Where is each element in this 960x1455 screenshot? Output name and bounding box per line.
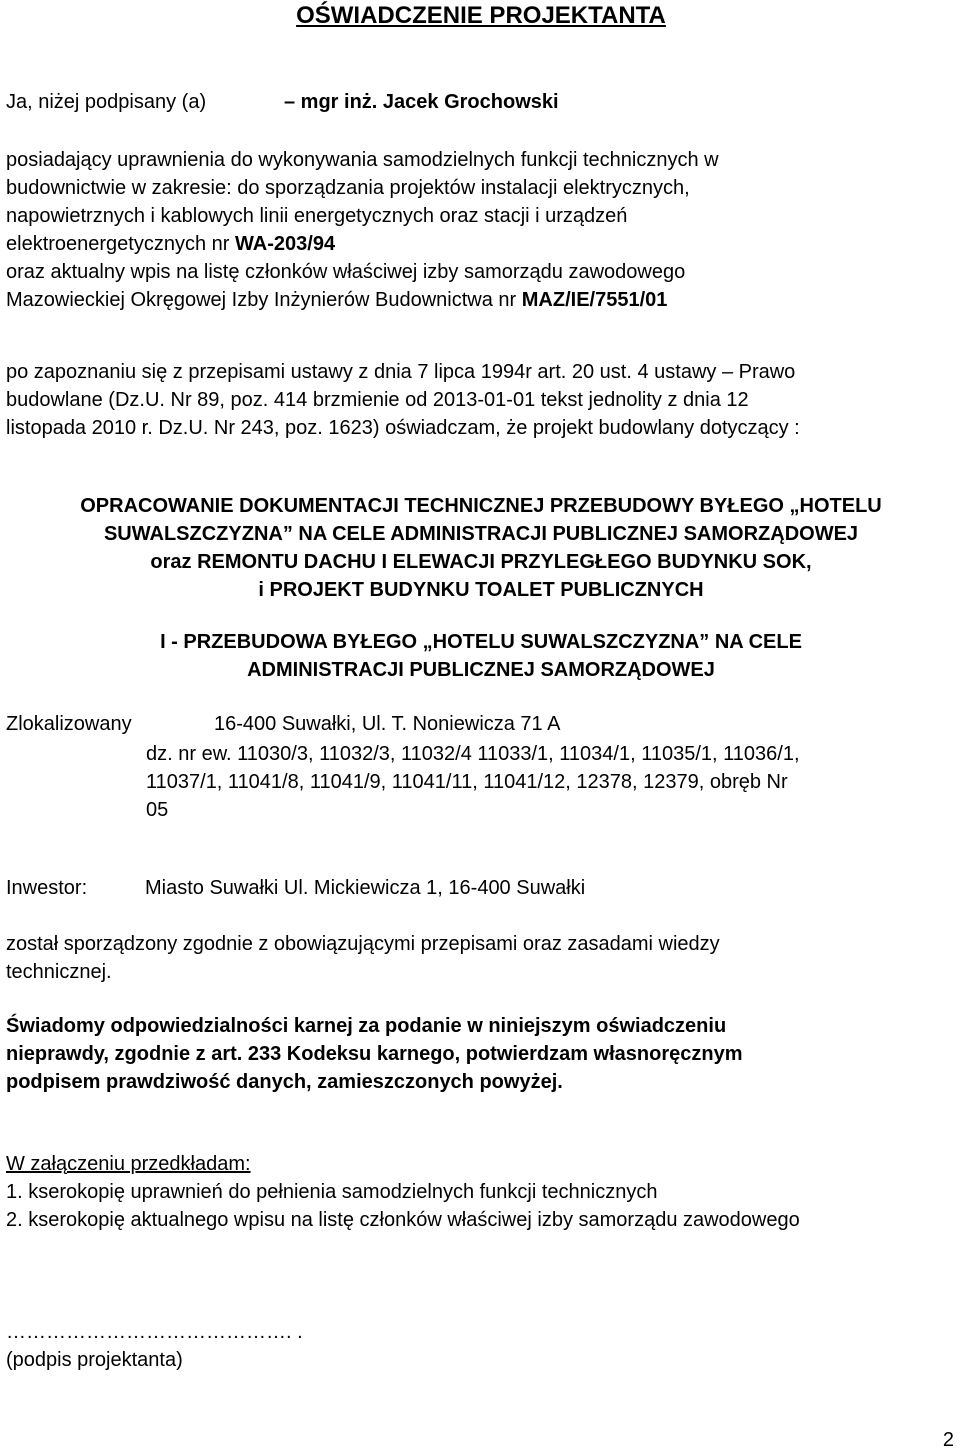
attachments-heading: W załączeniu przedkładam: <box>6 1153 251 1175</box>
location-block <box>6 710 956 821</box>
location-label: Zlokalizowany <box>6 713 132 735</box>
compliance-line: został sporządzony zgodnie z obowiązującymi przepisami oraz zasadami wiedzy <box>6 933 720 955</box>
statute-line: po zapoznaniu się z przepisami ustawy z dnia 7 lipca 1994r art. 20 ust. 4 ustawy – Prawo <box>6 361 796 383</box>
part-title-line: ADMINISTRACJI PUBLICZNEJ SAMORZĄDOWEJ <box>247 659 715 681</box>
part-title-line: I - PRZEBUDOWA BYŁEGO „HOTELU SUWALSZCZYZNA” NA CELE <box>160 631 802 653</box>
declaration-paragraph <box>6 1012 956 1096</box>
parcels-line: 05 <box>146 799 169 821</box>
project-title-line: SUWALSZCZYZNA” NA CELE ADMINISTRACJI PUBLICZNEJ SAMORZĄDOWEJ <box>103 523 859 545</box>
statute-paragraph <box>6 358 956 442</box>
signature-dots: ……………………………………. . <box>6 1321 303 1343</box>
parcels <box>146 740 956 824</box>
page-number: 2 <box>942 1429 954 1451</box>
membership-number: MAZ/IE/7551/01 <box>521 289 668 311</box>
compliance-paragraph <box>6 930 956 986</box>
location-address: 16-400 Suwałki, Ul. T. Noniewicza 71 A <box>214 713 561 735</box>
attachment-item: 1. kserokopię uprawnień do pełnienia samodzielnych funkcji technicznych <box>6 1181 658 1203</box>
project-title-line: i PROJEKT BUDYNKU TOALET PUBLICZNYCH <box>258 579 704 601</box>
project-title-line: oraz REMONTU DACHU I ELEWACJI PRZYLEGŁEGO BUDYNKU SOK, <box>150 551 812 573</box>
qualifications-line: budownictwie w zakresie: do sporządzania projektów instalacji elektrycznych, <box>6 177 690 199</box>
part-title <box>6 628 956 684</box>
investor-value: Miasto Suwałki Ul. Mickiewicza 1, 16-400 Suwałki <box>145 877 586 899</box>
investor-line <box>6 874 956 902</box>
statute-line: budowlane (Dz.U. Nr 89, poz. 414 brzmienie od 2013-01-01 tekst jednolity z dnia 12 <box>6 389 749 411</box>
signer-label: Ja, niżej podpisany (a) <box>6 91 207 113</box>
qualifications-paragraph <box>6 146 956 314</box>
declaration-line: nieprawdy, zgodnie z art. 233 Kodeksu karnego, potwierdzam własnoręcznym <box>6 1043 743 1065</box>
signature-label: (podpis projektanta) <box>6 1349 183 1371</box>
qualifications-line <box>6 230 956 258</box>
document-title: OŚWIADCZENIE PROJEKTANTA <box>296 2 666 29</box>
qualifications-line: posiadający uprawnienia do wykonywania samodzielnych funkcji technicznych w <box>6 149 719 171</box>
statute-line: listopada 2010 r. Dz.U. Nr 243, poz. 1623) oświadczam, że projekt budowlany dotyczący : <box>6 417 800 439</box>
investor-label: Inwestor: <box>6 877 88 899</box>
membership-label: Mazowieckiej Okręgowej Izby Inżynierów Budownictwa nr <box>6 289 522 311</box>
signature-block <box>6 1318 956 1374</box>
license-label: elektroenergetycznych nr <box>6 233 236 255</box>
qualifications-line <box>6 286 956 314</box>
parcels-line: 11037/1, 11041/8, 11041/9, 11041/11, 11041/12, 12378, 12379, obręb Nr <box>146 771 788 793</box>
signer-line <box>6 88 956 116</box>
project-title-line: OPRACOWANIE DOKUMENTACJI TECHNICZNEJ PRZEBUDOWY BYŁEGO „HOTELU <box>80 495 882 517</box>
attachment-item: 2. kserokopię aktualnego wpisu na listę członków właściwej izby samorządu zawodowego <box>6 1209 800 1231</box>
attachments <box>6 1150 956 1234</box>
signer-name: – mgr inż. Jacek Grochowski <box>284 91 559 113</box>
license-number: WA-203/94 <box>235 233 336 255</box>
declaration-line: Świadomy odpowiedzialności karnej za podanie w niniejszym oświadczeniu <box>6 1015 727 1037</box>
qualifications-line: oraz aktualny wpis na listę członków właściwej izby samorządu zawodowego <box>6 261 686 283</box>
compliance-line: technicznej. <box>6 961 112 983</box>
qualifications-line: napowietrznych i kablowych linii energetycznych oraz stacji i urządzeń <box>6 205 628 227</box>
declaration-line: podpisem prawdziwość danych, zamieszczonych powyżej. <box>6 1071 563 1093</box>
parcels-line: dz. nr ew. 11030/3, 11032/3, 11032/4 11033/1, 11034/1, 11035/1, 11036/1, <box>146 743 800 765</box>
project-title <box>6 492 956 604</box>
